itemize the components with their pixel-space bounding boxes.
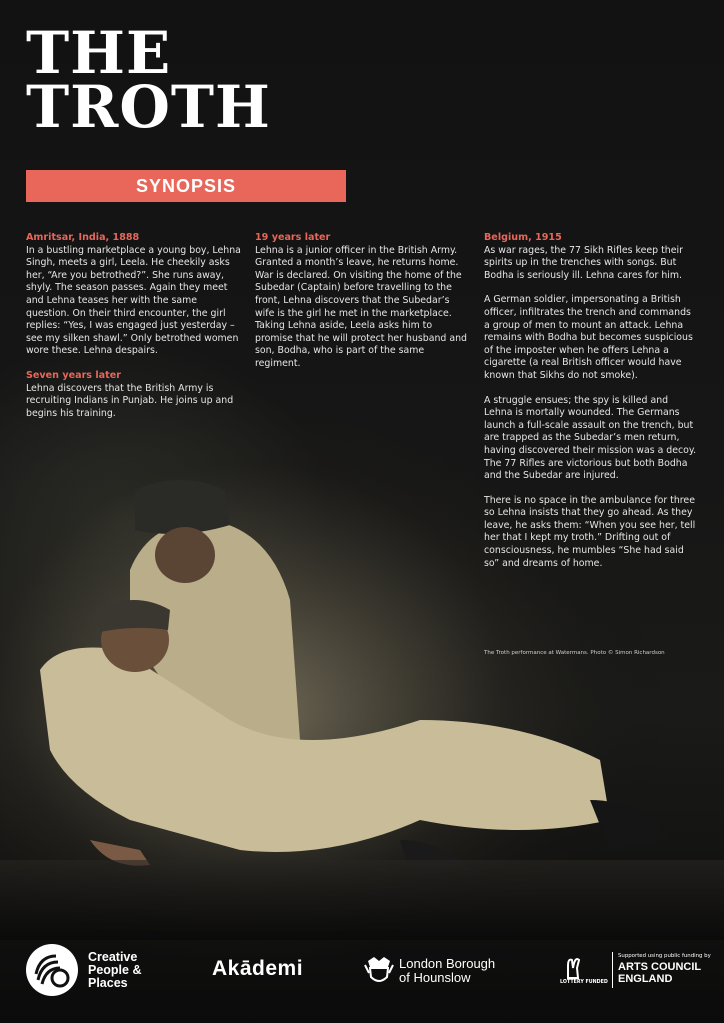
lottery-funded-label: LOTTERY FUNDED bbox=[560, 980, 608, 985]
poster-title bbox=[26, 19, 271, 141]
section-heading: 19 years later bbox=[255, 232, 331, 243]
hounslow-crest-icon bbox=[362, 953, 396, 987]
section-text: In a bustling marketplace a young boy, Lehna Singh, meets a girl, Leela. He cheekily asks her, “Are you betrothed?”. She runs away, shyly. The season passes. Again they meet and Lehna teases her with the same question. On their third encounter, the girl replies: “Yes, I was engaged just yesterday – see my silken shawl.” Only betrothed women wore these. Lehna despairs. bbox=[26, 244, 241, 357]
stage-floor bbox=[0, 860, 724, 940]
lottery-crossed-fingers-icon bbox=[562, 954, 584, 980]
section-heading: Seven years later bbox=[26, 369, 121, 381]
title-line-1: THE bbox=[26, 19, 172, 87]
section-text: As war rages, the 77 Sikh Rifles keep their spirits up in the trenches with songs. But Bodha is seriously ill. Lehna cares for him. bbox=[484, 244, 683, 281]
synopsis-column-3 bbox=[484, 232, 699, 582]
synopsis-banner: SYNOPSIS bbox=[26, 170, 346, 202]
photo-caption: The Troth performance at Watermans. Photo © Simon Richardson bbox=[484, 650, 665, 656]
section-text: A struggle ensues; the spy is killed and Lehna is mortally wounded. The Germans launch a full-scale assault on the trench, but are trapped as the Subedar’s men return, having discovered their mission was a decoy. The 77 Rifles are victorious but both Bodha and the Subedar are injured. bbox=[484, 394, 697, 482]
synopsis-column-2 bbox=[255, 232, 470, 383]
synopsis-column-1 bbox=[26, 232, 241, 432]
creative-people-places-logo: Creative People & Places bbox=[88, 950, 142, 990]
creative-people-places-logo-icon bbox=[26, 944, 78, 996]
arts-council-supported-label: Supported using public funding by bbox=[618, 953, 711, 959]
arts-council-logo: ARTS COUNCIL ENGLAND bbox=[618, 961, 702, 985]
logo-divider bbox=[612, 952, 613, 988]
section-text: Lehna is a junior officer in the British Army. Granted a month’s leave, he returns home. War is declared. On visiting the home of the Subedar (Captain) before travelling to the front, Lehna discovers that the Subedar’s wife is the girl he met in the marketplace. Taking Lehna aside, Leela asks him to promise that he will protect her husband and son, Bodha, who is part of the same regiment. bbox=[255, 244, 467, 369]
section-text: A German soldier, impersonating a British officer, infiltrates the trench and commands a group of men to mount an attack. Lehna remains with Bodha but becomes suspicious of the imposter when he offers Lehna a cigarette (a real British officer would have known that Sikhs do not smoke). bbox=[484, 294, 693, 381]
hounslow-logo: London Borough of Hounslow bbox=[399, 956, 496, 985]
section-text: There is no space in the ambulance for three so Lehna insists that they go ahead. As they leave, he asks them: “When you see her, tell her that I kept my troth.” Drifting out of consciousness, he mumbles “She had said so” and dreams of home. bbox=[484, 494, 696, 569]
section-heading: Amritsar, India, 1888 bbox=[26, 232, 140, 243]
akademi-logo: Akādemi bbox=[212, 957, 304, 980]
section-heading: Belgium, 1915 bbox=[484, 232, 562, 243]
title-line-2: TROTH bbox=[26, 73, 271, 141]
section-text: Lehna discovers that the British Army is recruiting Indians in Punjab. He joins up and begins his training. bbox=[26, 382, 234, 419]
